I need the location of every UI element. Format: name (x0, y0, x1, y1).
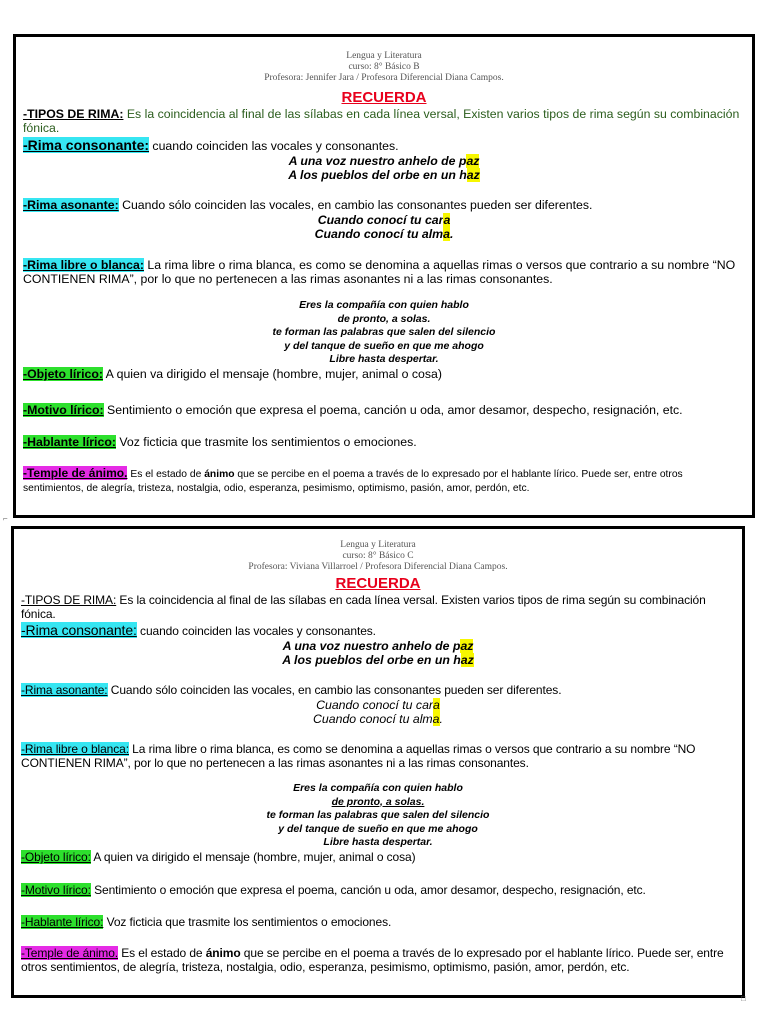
asonante-term: -Rima asonante: (21, 683, 108, 697)
tipos-text: Es la coincidencia al final de las sílabas en cada línea versal, Existen varios tipos de rima según su combinación fónica. (23, 107, 740, 135)
asonante-verse-2: Cuando conocí tu alma. (314, 227, 454, 241)
tipos-term: -TIPOS DE RIMA: (23, 107, 124, 121)
tipos-de-rima (21, 593, 734, 621)
motivo-lirico (23, 403, 744, 417)
poem: Eres la compañía con quien hablo de pronto, a solas. te forman las palabras que salen del silencio y del tanque de sueño en que me ahogo Libre hasta despertar. (272, 299, 496, 365)
rima-consonante (21, 623, 734, 638)
consonante-verse-1: A una voz nuestro anhelo de paz (282, 639, 474, 653)
motivo-text: Sentimiento o emoción que expresa el poema, canción u oda, amor desamor, despecho, resignación, etc. (103, 403, 683, 417)
consonante-verse-2: A los pueblos del orbe en un haz (288, 168, 480, 182)
objeto-text: A quien va dirigido el mensaje (hombre, mujer, animal o cosa) (90, 850, 416, 864)
motivo-lirico (21, 883, 734, 897)
consonante-text: cuando coinciden las vocales y consonantes. (149, 139, 399, 153)
hablante-lirico (21, 915, 734, 929)
hablante-term: -Hablante lírico: (21, 915, 104, 929)
page-end-mark: □ (741, 994, 746, 1003)
motivo-term: -Motivo lírico: (21, 883, 91, 897)
handout-card-8b (13, 34, 755, 518)
consonante-verse-1: A una voz nuestro anhelo de paz (288, 154, 480, 168)
rima-asonante (21, 683, 734, 697)
consonante-term: -Rima consonante: (23, 137, 150, 153)
header-teachers: Profesora: Jennifer Jara / Profesora Diferencial Diana Campos. (264, 73, 504, 83)
hablante-lirico (23, 435, 744, 449)
header-course: curso: 8° Básico B (348, 62, 420, 72)
card-header (16, 51, 752, 84)
header-course: curso: 8° Básico C (342, 551, 414, 561)
temple-de-animo: -Temple de ánimo. Es el estado de ánimo que se percibe en el poema a través de lo expresado por el hablante lírico. Puede ser, entre otros sentimientos, de alegría, tristeza, nostalgia, odio, esperanza, pesimismo, optimismo, pasión, amor, perdón, etc. (21, 946, 724, 974)
header-subject: Lengua y Literatura (340, 540, 416, 550)
consonante-text: cuando coinciden las vocales y consonantes. (136, 624, 376, 638)
recuerda-title: RECUERDA (341, 89, 427, 106)
libre-text: La rima libre o rima blanca, es como se denomina a aquellas rimas o versos que contrario a su nombre “NO CONTIENEN RIMA”, por lo que no pertenecen a las rimas asonantes ni a las rimas consonantes. (23, 258, 736, 286)
card-header (14, 540, 742, 573)
handout-card-8c (11, 526, 745, 998)
rima-libre (21, 742, 734, 770)
hablante-text: Voz ficticia que trasmite los sentimientos o emociones. (115, 435, 417, 449)
consonante-verse-2: A los pueblos del orbe en un haz (282, 653, 474, 667)
hablante-text: Voz ficticia que trasmite los sentimientos o emociones. (103, 915, 392, 929)
recuerda-title: RECUERDA (335, 575, 421, 592)
objeto-lirico (23, 367, 744, 381)
header-subject: Lengua y Literatura (346, 51, 422, 61)
asonante-term: -Rima asonante: (23, 198, 119, 212)
asonante-verse-1: Cuando conocí tu cara (316, 698, 440, 712)
rima-asonante (23, 198, 744, 212)
libre-text: La rima libre o rima blanca, es como se denomina a aquellas rimas o versos que contrario a su nombre “NO CONTIENEN RIMA”, por lo que no pertenecen a las rimas asonantes ni a las rimas consonantes. (21, 742, 696, 770)
poem: Eres la compañía con quien hablo de pronto, a solas. te forman las palabras que salen del silencio y del tanque de sueño en que me ahogo Libre hasta despertar. (266, 782, 490, 848)
libre-term: -Rima libre o blanca: (23, 258, 144, 272)
rima-consonante (23, 138, 744, 153)
libre-term: -Rima libre o blanca: (21, 742, 129, 756)
objeto-term: -Objeto lírico: (21, 850, 91, 864)
asonante-verse-2: Cuando conocí tu alma. (313, 712, 443, 726)
temple-term: -Temple de ánimo. (23, 466, 128, 480)
rima-libre (23, 258, 744, 286)
motivo-term: -Motivo lírico: (23, 403, 104, 417)
asonante-text: Cuando sólo coinciden las vocales, en cambio las consonantes pueden ser diferentes. (118, 198, 593, 212)
hablante-term: -Hablante lírico: (23, 435, 116, 449)
objeto-term: -Objeto lírico: (23, 367, 103, 381)
asonante-text: Cuando sólo coinciden las vocales, en cambio las consonantes pueden ser diferentes. (107, 683, 562, 697)
objeto-lirico (21, 850, 734, 864)
consonante-term: -Rima consonante: (21, 622, 137, 638)
tipos-de-rima (23, 107, 744, 135)
motivo-text: Sentimiento o emoción que expresa el poema, canción u oda, amor desamor, despecho, resignación, etc. (90, 883, 646, 897)
objeto-text: A quien va dirigido el mensaje (hombre, mujer, animal o cosa) (102, 367, 442, 381)
header-teachers: Profesora: Viviana Villarroel / Profesora Diferencial Diana Campos. (248, 562, 508, 572)
page-anchor-mark: ⌐ (3, 514, 8, 523)
temple-term: -Temple de ánimo. (21, 946, 119, 960)
tipos-term: -TIPOS DE RIMA: (21, 593, 117, 607)
temple-de-animo: -Temple de ánimo. Es el estado de ánimo que se percibe en el poema a través de lo expresado por el hablante lírico. Puede ser, entre otros sentimientos, de alegría, tristeza, nostalgia, odio, esperanza, pesimismo, optimismo, pasión, amor, perdón, etc. (23, 466, 683, 494)
asonante-verse-1: Cuando conocí tu cara (317, 213, 451, 227)
tipos-text: Es la coincidencia al final de las sílabas en cada línea versal. Existen varios tipos de rima según su combinación fónica. (21, 593, 706, 621)
